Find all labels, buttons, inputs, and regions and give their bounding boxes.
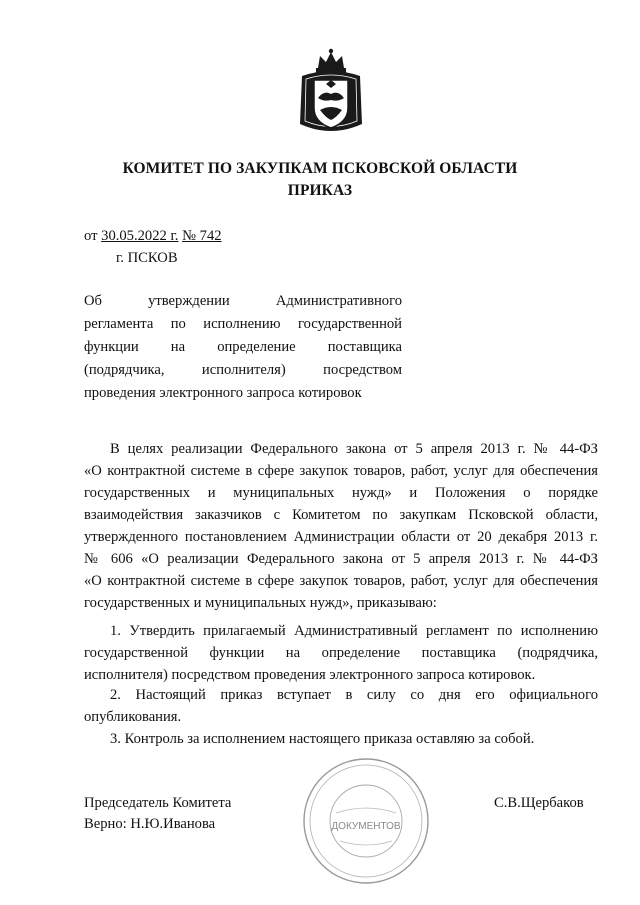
- signatory-name: С.В.Щербаков: [494, 795, 584, 811]
- committee-title: КОМИТЕТ ПО ЗАКУПКАМ ПСКОВСКОЙ ОБЛАСТИ: [122, 160, 518, 177]
- preamble-line: утвержденного постановлением Администрации области от 20 декабря 2013 г.: [84, 529, 598, 545]
- preamble-line: государственных и муниципальных нужд» и Положения о порядке: [84, 485, 598, 501]
- subject-line: функции на определение поставщика: [84, 339, 402, 355]
- preamble-line: взаимодействия заказчиков с Комитетом по закупкам Псковской области,: [84, 507, 598, 523]
- preamble-paragraph: [84, 438, 598, 614]
- date-number-line: [84, 228, 222, 245]
- preamble-line: государственных и муниципальных нужд», приказываю:: [84, 595, 437, 611]
- round-seal-icon: [300, 755, 432, 887]
- item-line: государственной функции на определение поставщика (подрядчика,: [84, 645, 598, 661]
- preamble-line: № 606 «О реализации Федерального закона от 5 апреля 2013 г. № 44-ФЗ: [84, 551, 598, 567]
- from-prefix: от: [84, 228, 98, 244]
- order-number: № 742: [182, 228, 222, 244]
- subject-line: проведения электронного запроса котировок: [84, 385, 362, 401]
- coat-of-arms-icon: [296, 46, 366, 136]
- subject-line: регламента по исполнению государственной: [84, 316, 402, 332]
- item-line: 2. Настоящий приказ вступает в силу со дня его официального: [110, 687, 598, 703]
- item-line: опубликования.: [84, 709, 182, 725]
- item-1-paragraph: [84, 620, 598, 686]
- document-type: ПРИКАЗ: [287, 182, 353, 199]
- signatory-position: Председатель Комитета: [84, 795, 232, 811]
- preamble-line: «О контрактной системе в сфере закупок товаров, работ, услуг для обеспечения: [84, 463, 598, 479]
- city: г. ПСКОВ: [116, 250, 178, 266]
- seal-text: ДОКУМЕНТОВ: [331, 821, 401, 832]
- item-2-paragraph: [84, 684, 598, 728]
- item-line: исполнителя) посредством проведения электронного запроса котировок.: [84, 667, 536, 683]
- subject-line: Об утверждении Административного: [84, 293, 402, 309]
- verified-by: Верно: Н.Ю.Иванова: [84, 816, 216, 832]
- item-3-paragraph: [84, 728, 598, 750]
- item-line: 1. Утвердить прилагаемый Административный регламент по исполнению: [110, 623, 598, 639]
- preamble-line: «О контрактной системе в сфере закупок товаров, работ, услуг для обеспечения: [84, 573, 598, 589]
- subject-block: [84, 290, 402, 405]
- subject-line: (подрядчика, исполнителя) посредством: [84, 362, 402, 378]
- preamble-line: В целях реализации Федерального закона от 5 апреля 2013 г. № 44-ФЗ: [110, 441, 598, 457]
- item-line: 3. Контроль за исполнением настоящего приказа оставляю за собой.: [110, 731, 535, 747]
- order-date: 30.05.2022 г.: [101, 228, 179, 244]
